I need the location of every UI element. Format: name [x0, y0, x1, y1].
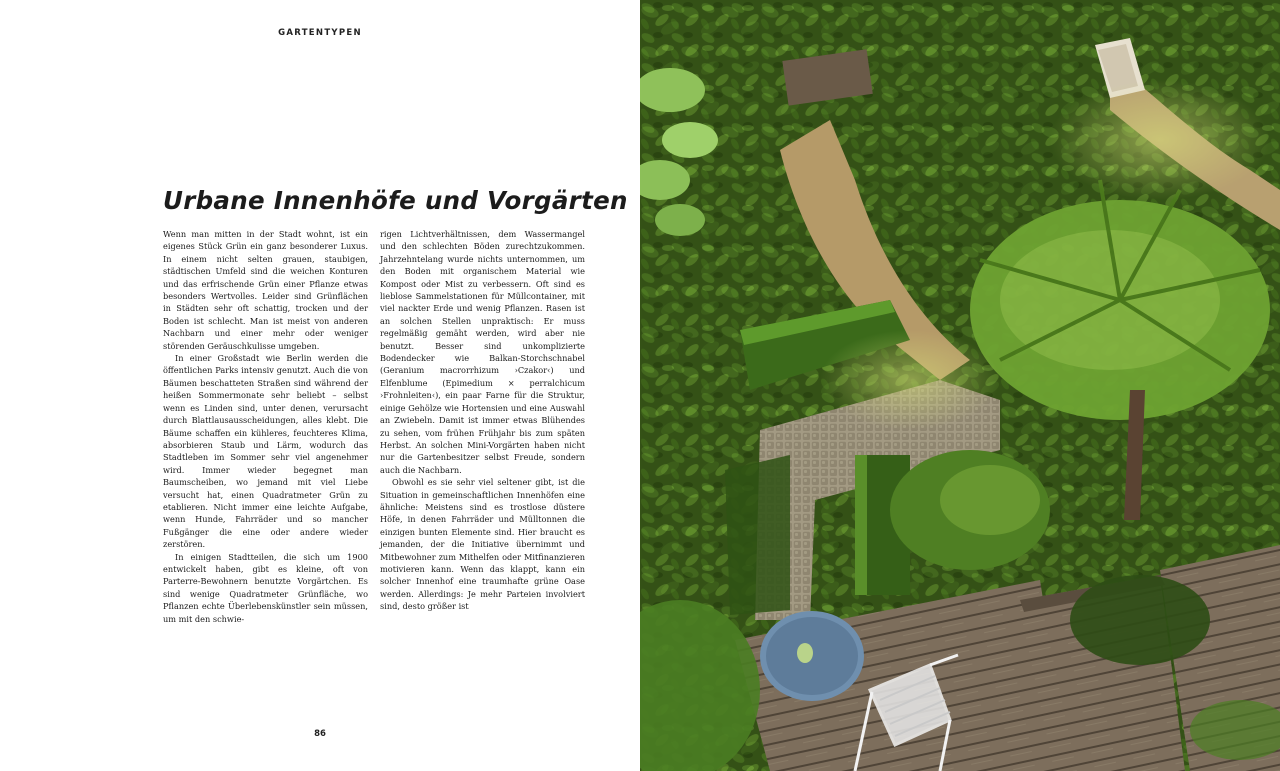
- text-column-1: [163, 228, 368, 625]
- paragraph: Wenn man mitten in der Stadt wohnt, ist ein eigenes Stück Grün ein ganz besonderer Luxus. In einem nicht selten grauen, staubigen, städtischen Umfeld sind die weichen Konturen und das erfrischende Grün einer Pflanze etwas besonders Wertvolles. Leider sind Grünflächen in Städten sehr oft schattig, trocken und der Boden ist schlecht. Man ist meist von anderen Nachbarn und einer mehr oder weniger störenden Geräuschkulisse umgeben.: [163, 229, 368, 351]
- running-head: GARTENTYPEN: [278, 28, 362, 38]
- page-number: 86: [314, 729, 326, 739]
- paragraph: rigen Lichtverhältnissen, dem Wassermangel und den schlechten Böden zurechtzukommen. Jahrzehntelang wurde nichts unternommen, um den Boden mit organischem Material wie Kompost oder Mist zu verbessern. Oft sind es lieblose Sammelstationen für Müllcontainer, mit viel nackter Erde und wenig Pflanzen. Rasen ist an solchen Stellen unpraktisch: Er muss regelmäßig gemäht werden, wird aber nie benutzt. Besser sind unkomplizierte Bodendecker wie Balkan-Storchschnabel (Geranium macrorrhizum ›Czakor‹) und Elfenblume (Epimedium × perralchicum ›Frohnleiten‹), ein paar Farne für die Struktur, einige Gehölze wie Hortensien und eine Auswahl an Zwiebeln. Damit ist immer etwas Blühendes zu sehen, vom frühen Frühjahr bis zum späten Herbst. An solchen Mini-Vorgärten haben nicht nur die Gartenbesitzer selbst Freude, sondern auch die Nachbarn.: [380, 229, 585, 475]
- paragraph: In einigen Stadtteilen, die sich um 1900 entwickelt haben, gibt es kleine, oft von Parterre-Bewohnern benutzte Vorgärtchen. Es sind wenige Quadratmeter Grünfläche, wo Pflanzen echte Überlebenskünstler sein müssen, um mit den schwie-: [163, 551, 368, 624]
- article-title: Urbane Innenhöfe und Vorgärten: [163, 186, 628, 215]
- garden-photo: [640, 0, 1280, 771]
- paragraph: In einer Großstadt wie Berlin werden die öffentlichen Parks intensiv genutzt. Auch die von Bäumen beschatteten Straßen sind während der heißen Sommermonate sehr beliebt – selbst wenn es Linden sind, unter denen, verursacht durch Blattlausausscheidungen, alles klebt. Die Bäume schaffen ein kühleres, feuchteres Klima, absorbieren Staub und Lärm, wodurch das Stadtleben im Sommer sehr viel angenehmer wird. Immer wieder begegnet man Baumscheiben, wo jemand mit viel Liebe versucht hat, einen Quadratmeter Grün zu etablieren. Nicht immer eine leichte Aufgabe, wenn Hunde, Fahrräder und so mancher Fußgänger die eine oder andere wieder zerstören.: [163, 353, 368, 550]
- paragraph: Obwohl es sie sehr viel seltener gibt, ist die Situation in gemeinschaftlichen Innenhöfen eine ähnliche: Meistens sind es trostlose düstere Höfe, in denen Fahrräder und Mülltonnen die einzigen bunten Elemente sind. Hier braucht es jemanden, der die Initiative übernimmt und Mitbewohner zum Mithelfen oder Mitfinanzieren motivieren kann. Wenn das klappt, kann ein solcher Innenhof eine traumhafte grüne Oase werden. Allerdings: Je mehr Parteien involviert sind, desto größer ist: [380, 477, 585, 612]
- garden-photo-illustration: [640, 0, 1280, 771]
- text-column-2: [380, 228, 585, 613]
